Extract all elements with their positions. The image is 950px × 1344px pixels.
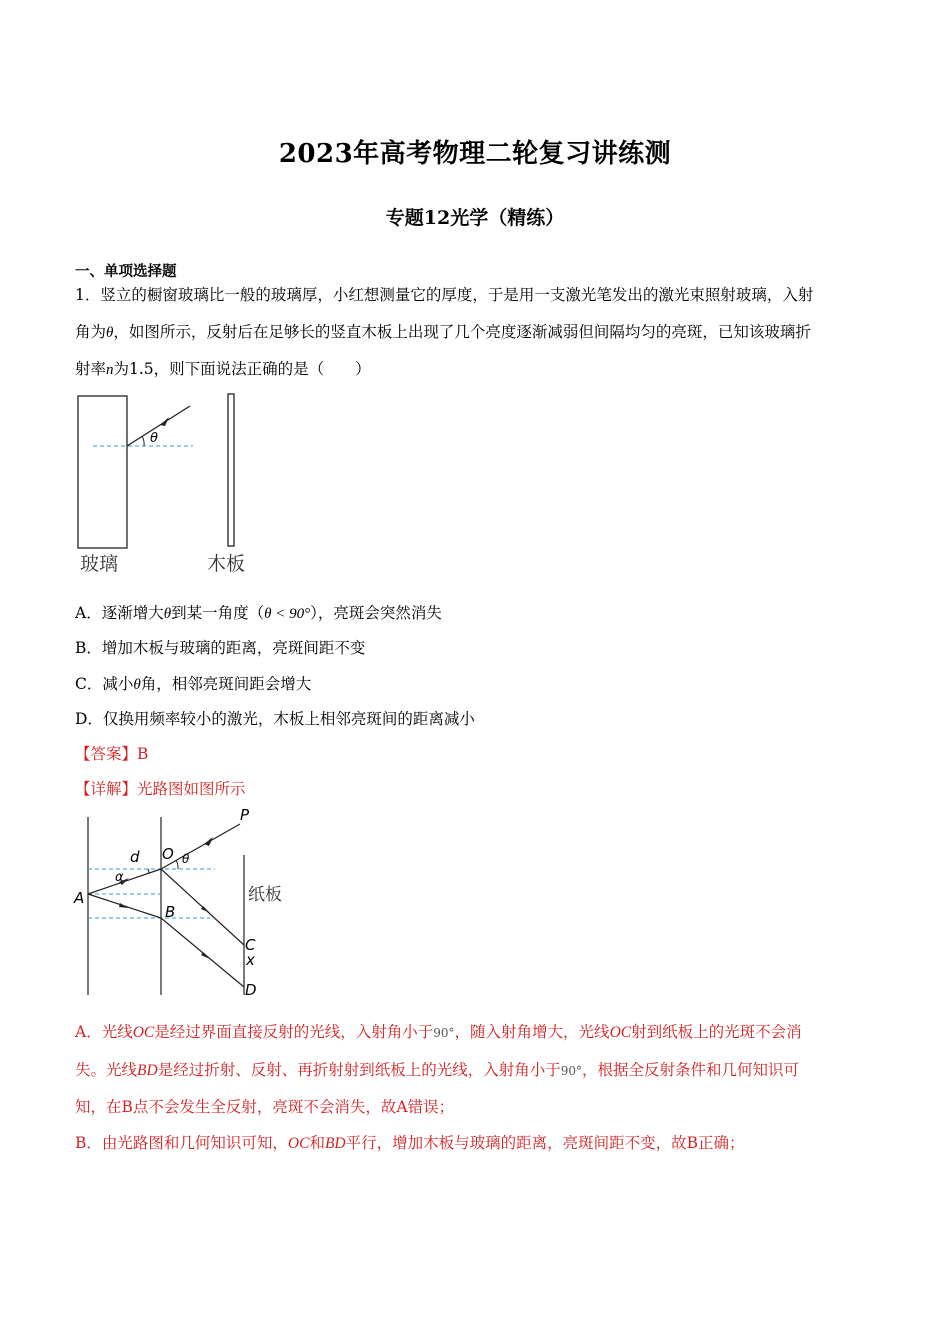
label-alpha: α: [115, 870, 124, 885]
section-heading: 一、单项选择题: [75, 263, 177, 280]
page-title: 2023年高考物理二轮复习讲练测: [278, 139, 672, 169]
label-x: x: [246, 951, 255, 969]
page-subtitle: 专题12光学（精练）: [385, 207, 565, 229]
arrowhead-icon: [201, 952, 210, 959]
label-p: P: [240, 806, 250, 824]
label-a: A: [74, 889, 85, 907]
explanation-a-line-1: A．光线OC是经过界面直接反射的光线，入射角小于90°，随入射角增大，光线OC射到纸板上的光斑不会消: [75, 1023, 802, 1041]
angle-label: θ: [150, 431, 158, 446]
figure-light-path: [70, 805, 310, 1005]
option-c[interactable]: C．减小θ角，相邻亮斑间距会增大: [75, 675, 312, 693]
label-d: d: [130, 848, 140, 866]
option-b[interactable]: B．增加木板与玻璃的距离，亮斑间距不变: [75, 639, 366, 657]
glass-label: 玻璃: [80, 553, 119, 575]
label-b: B: [165, 903, 176, 921]
board-label: 木板: [207, 553, 246, 575]
question-line-3: 射率n为1.5，则下面说法正确的是（ ）: [75, 360, 371, 378]
theta-arc: [176, 860, 178, 869]
arrowhead-icon: [201, 906, 210, 913]
explanation-a-line-2: 失。光线BD是经过折射、反射、再折射射到纸板上的光线，入射角小于90°，根据全反射条件和几何知识可: [75, 1061, 799, 1079]
glass-block: [78, 396, 127, 548]
explanation-a-line-3: 知，在B点不会发生全反射，亮斑不会消失，故A错误；: [75, 1098, 455, 1116]
answer-label: 【答案】B: [75, 745, 149, 763]
figure-glass-board: [70, 390, 290, 580]
ray-bd: [161, 918, 244, 987]
angle-arc: [142, 436, 144, 446]
label-theta: θ: [182, 852, 190, 866]
incident-ray: [127, 406, 190, 446]
arrowhead-icon: [119, 903, 128, 908]
arrowhead-icon: [160, 417, 169, 426]
option-a[interactable]: A．逐渐增大θ到某一角度（θ < 90°），亮斑会突然消失: [75, 604, 442, 622]
option-d[interactable]: D．仅换用频率较小的激光，木板上相邻亮斑间的距离减小: [75, 710, 475, 728]
paper-board-label: 纸板: [248, 885, 282, 905]
answer-detail: 【详解】光路图如图所示: [75, 780, 246, 798]
question-line-2: 角为θ，如图所示，反射后在足够长的竖直木板上出现了几个亮度逐渐减弱但间隔均匀的亮斑，已知该玻璃折: [75, 323, 811, 341]
wooden-board: [228, 394, 234, 546]
alpha-arc: [148, 869, 149, 873]
arrowhead-icon: [204, 837, 213, 846]
label-o: O: [162, 845, 174, 863]
label-d-point: D: [245, 981, 257, 999]
explanation-b: B．由光路图和几何知识可知，OC和BD平行，增加木板与玻璃的距离，亮斑间距不变，故B正确；: [75, 1134, 745, 1152]
label-c: C: [245, 936, 256, 954]
question-line-1: 1．竖立的橱窗玻璃比一般的玻璃厚，小红想测量它的厚度，于是用一支激光笔发出的激光束照射玻璃，入射: [75, 286, 814, 304]
